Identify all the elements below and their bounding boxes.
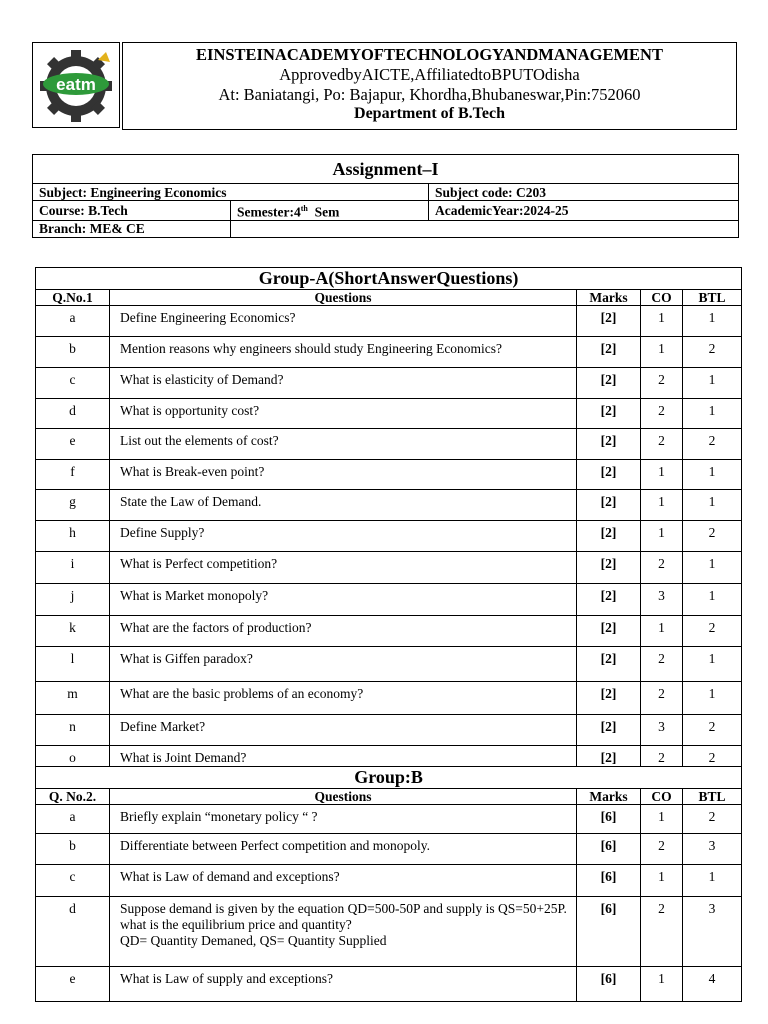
question-line: What is opportunity cost?	[120, 403, 260, 418]
question-id: g	[36, 490, 110, 521]
question-co: 2	[641, 682, 683, 715]
question-btl: 2	[683, 805, 742, 834]
question-text	[110, 584, 577, 616]
question-btl: 2	[683, 746, 742, 767]
question-co: 2	[641, 552, 683, 584]
question-btl: 3	[683, 897, 742, 967]
question-co: 1	[641, 805, 683, 834]
question-co: 1	[641, 460, 683, 490]
question-text	[110, 647, 577, 682]
question-row	[36, 647, 742, 682]
question-text	[110, 490, 577, 521]
question-line: What is Law of demand and exceptions?	[120, 869, 340, 884]
approval-line: ApprovedbyAICTE,AffiliatedtoBPUTOdisha	[279, 65, 580, 84]
question-id: j	[36, 584, 110, 616]
group-title-row	[36, 268, 742, 290]
question-row	[36, 584, 742, 616]
question-marks: [6]	[577, 897, 641, 967]
question-text	[110, 521, 577, 552]
question-co: 1	[641, 616, 683, 647]
question-btl: 1	[683, 368, 742, 399]
question-line: What are the basic problems of an economy?	[120, 686, 364, 701]
semester-sup: th	[300, 204, 308, 213]
question-row	[36, 834, 742, 865]
question-co: 2	[641, 897, 683, 967]
question-row	[36, 967, 742, 1002]
question-marks: [2]	[577, 715, 641, 746]
question-co: 2	[641, 368, 683, 399]
question-line: List out the elements of cost?	[120, 433, 279, 448]
col-co-header: CO	[641, 789, 683, 805]
question-id: c	[36, 368, 110, 399]
question-row	[36, 715, 742, 746]
question-btl: 1	[683, 584, 742, 616]
question-btl: 3	[683, 834, 742, 865]
question-row	[36, 490, 742, 521]
question-text	[110, 682, 577, 715]
question-btl: 2	[683, 521, 742, 552]
question-marks: [2]	[577, 399, 641, 429]
question-text	[110, 429, 577, 460]
question-btl: 2	[683, 337, 742, 368]
question-id: a	[36, 306, 110, 337]
question-row	[36, 865, 742, 897]
subject-code: Subject code: C203	[429, 184, 739, 201]
question-line: What is Break-even point?	[120, 464, 265, 479]
department-name: Department of B.Tech	[354, 105, 505, 122]
question-text	[110, 460, 577, 490]
question-marks: [2]	[577, 368, 641, 399]
semester	[231, 201, 429, 221]
question-co: 3	[641, 715, 683, 746]
question-text	[110, 865, 577, 897]
question-row	[36, 368, 742, 399]
question-row	[36, 805, 742, 834]
question-btl: 2	[683, 715, 742, 746]
question-text	[110, 616, 577, 647]
questions-table	[35, 267, 742, 1002]
question-row	[36, 616, 742, 647]
question-text	[110, 399, 577, 429]
question-row	[36, 429, 742, 460]
question-text	[110, 967, 577, 1002]
question-btl: 1	[683, 399, 742, 429]
question-marks: [2]	[577, 616, 641, 647]
question-line: Mention reasons why engineers should study Engineering Economics?	[120, 341, 503, 356]
question-text	[110, 552, 577, 584]
question-id: e	[36, 967, 110, 1002]
col-co-header: CO	[641, 290, 683, 306]
col-qno-header: Q.No.1	[36, 290, 110, 306]
col-marks-header: Marks	[577, 789, 641, 805]
question-co: 2	[641, 647, 683, 682]
question-marks: [2]	[577, 746, 641, 767]
question-marks: [2]	[577, 306, 641, 337]
question-co: 1	[641, 967, 683, 1002]
question-co: 2	[641, 746, 683, 767]
question-id: b	[36, 337, 110, 368]
question-id: n	[36, 715, 110, 746]
question-btl: 4	[683, 967, 742, 1002]
question-id: f	[36, 460, 110, 490]
question-btl: 1	[683, 647, 742, 682]
question-text	[110, 368, 577, 399]
question-co: 1	[641, 306, 683, 337]
question-row	[36, 306, 742, 337]
question-co: 3	[641, 584, 683, 616]
question-co: 2	[641, 834, 683, 865]
document-header	[32, 42, 737, 130]
question-marks: [2]	[577, 584, 641, 616]
question-row	[36, 337, 742, 368]
group-title: Group-A(ShortAnswerQuestions)	[36, 268, 742, 290]
question-text	[110, 337, 577, 368]
subject-name: Subject: Engineering Economics	[33, 184, 429, 201]
academic-year: AcademicYear:2024-25	[429, 201, 739, 221]
question-row	[36, 682, 742, 715]
question-btl: 1	[683, 460, 742, 490]
question-btl: 2	[683, 429, 742, 460]
question-btl: 2	[683, 616, 742, 647]
question-text	[110, 834, 577, 865]
col-marks-header: Marks	[577, 290, 641, 306]
question-id: a	[36, 805, 110, 834]
question-btl: 1	[683, 552, 742, 584]
question-btl: 1	[683, 682, 742, 715]
assignment-title: Assignment–I	[33, 155, 739, 184]
question-co: 2	[641, 429, 683, 460]
question-line: Differentiate between Perfect competition and monopoly.	[120, 838, 431, 853]
question-line: Briefly explain “monetary policy “ ?	[120, 809, 318, 824]
question-btl: 1	[683, 306, 742, 337]
question-marks: [2]	[577, 521, 641, 552]
question-row	[36, 460, 742, 490]
column-header-row	[36, 290, 742, 306]
question-id: m	[36, 682, 110, 715]
question-co: 1	[641, 521, 683, 552]
col-qno-header: Q. No.2.	[36, 789, 110, 805]
question-line: What is Market monopoly?	[120, 588, 269, 603]
course: Course: B.Tech	[33, 201, 231, 221]
col-questions-header: Questions	[110, 290, 577, 306]
question-marks: [6]	[577, 967, 641, 1002]
branch: Branch: ME& CE	[33, 220, 231, 237]
question-line: State the Law of Demand.	[120, 494, 262, 509]
institute-logo	[32, 42, 120, 128]
logo-text: eatm	[56, 75, 96, 94]
question-text	[110, 306, 577, 337]
assignment-info-table	[32, 154, 739, 238]
question-id: b	[36, 834, 110, 865]
question-marks: [6]	[577, 805, 641, 834]
question-marks: [6]	[577, 865, 641, 897]
question-marks: [2]	[577, 429, 641, 460]
question-id: h	[36, 521, 110, 552]
col-btl-header: BTL	[683, 789, 742, 805]
empty-cell	[231, 220, 739, 237]
question-line: What is Perfect competition?	[120, 556, 278, 571]
question-co: 1	[641, 865, 683, 897]
question-text	[110, 746, 577, 767]
group-title: Group:B	[36, 767, 742, 789]
question-co: 1	[641, 490, 683, 521]
question-btl: 1	[683, 490, 742, 521]
question-marks: [2]	[577, 337, 641, 368]
group-title-row	[36, 767, 742, 789]
question-id: l	[36, 647, 110, 682]
question-text	[110, 805, 577, 834]
question-line: What is Joint Demand?	[120, 750, 247, 765]
question-row	[36, 521, 742, 552]
question-text	[110, 715, 577, 746]
question-marks: [2]	[577, 647, 641, 682]
institute-title-box	[122, 42, 737, 130]
question-line: Define Engineering Economics?	[120, 310, 296, 325]
question-row	[36, 552, 742, 584]
question-line: What are the factors of production?	[120, 620, 312, 635]
question-id: c	[36, 865, 110, 897]
question-note: QD= Quantity Demaned, QS= Quantity Supplied	[120, 933, 387, 948]
question-line: Suppose demand is given by the equation QD=500-50P and supply is QS=50+25P. what is the equilibrium price and quantity?	[120, 901, 567, 932]
question-co: 2	[641, 399, 683, 429]
semester-prefix: Semester:4	[237, 204, 301, 220]
address-line: At: Baniatangi, Po: Bajapur, Khordha,Bhubaneswar,Pin:752060	[218, 85, 641, 104]
question-marks: [2]	[577, 490, 641, 521]
institute-name: EINSTEINACADEMYOFTECHNOLOGYANDMANAGEMENT	[196, 45, 663, 64]
question-line: What is Giffen paradox?	[120, 651, 253, 666]
question-id: i	[36, 552, 110, 584]
question-id: k	[36, 616, 110, 647]
question-id: d	[36, 399, 110, 429]
question-id: e	[36, 429, 110, 460]
question-line: What is elasticity of Demand?	[120, 372, 284, 387]
question-row	[36, 897, 742, 967]
column-header-row	[36, 789, 742, 805]
question-line: What is Law of supply and exceptions?	[120, 971, 333, 986]
question-marks: [2]	[577, 460, 641, 490]
question-marks: [6]	[577, 834, 641, 865]
question-btl: 1	[683, 865, 742, 897]
question-line: Define Supply?	[120, 525, 205, 540]
col-questions-header: Questions	[110, 789, 577, 805]
question-text	[110, 897, 577, 967]
question-marks: [2]	[577, 552, 641, 584]
question-row	[36, 746, 742, 767]
question-line: Define Market?	[120, 719, 206, 734]
question-id: o	[36, 746, 110, 767]
question-co: 1	[641, 337, 683, 368]
question-id: d	[36, 897, 110, 967]
semester-suffix: Sem	[307, 204, 340, 220]
question-row	[36, 399, 742, 429]
question-marks: [2]	[577, 682, 641, 715]
gear-logo-icon	[33, 43, 119, 127]
col-btl-header: BTL	[683, 290, 742, 306]
